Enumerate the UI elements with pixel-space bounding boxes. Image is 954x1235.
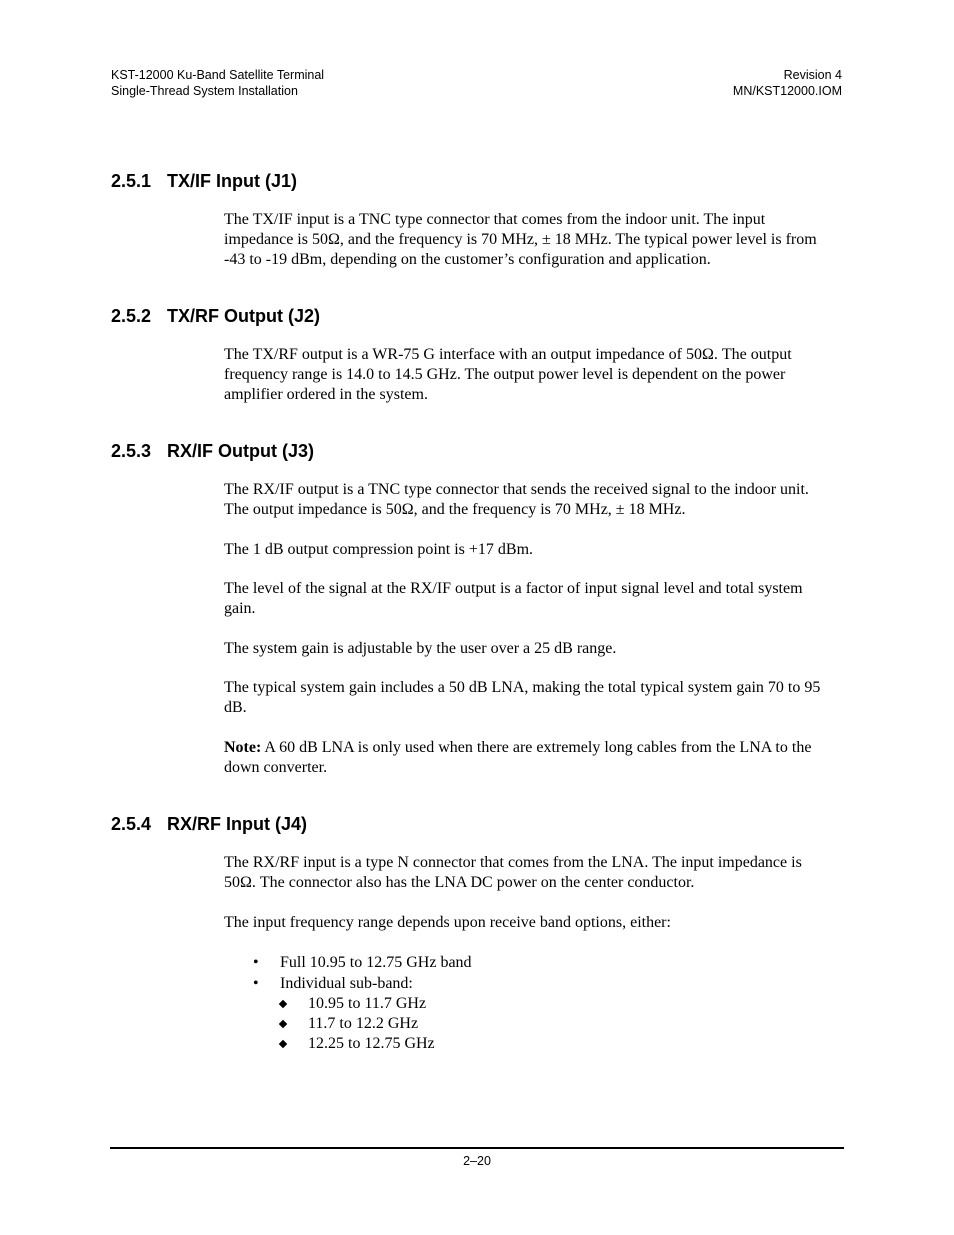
section-heading-2-5-4 — [111, 813, 307, 835]
page-number: 2–20 — [463, 1154, 491, 1168]
section-body-2-5-3-c — [224, 579, 836, 619]
header-document-title: KST-12000 Ku-Band Satellite Terminal — [111, 68, 325, 82]
bullet-dot-icon: • — [253, 975, 259, 992]
paragraph: The RX/IF output is a TNC type connector that sends the received signal to the indoor unit. The output impedance is 50Ω, and the frequency is 70 MHz, ± 18 MHz. — [224, 481, 809, 518]
section-body-2-5-1 — [224, 210, 836, 270]
sub-bullet-text: 11.7 to 12.2 GHz — [308, 1015, 419, 1032]
diamond-bullet-icon — [279, 1040, 287, 1048]
sub-bullet-item — [308, 994, 426, 1014]
bullet-text: Individual sub-band: — [280, 975, 413, 992]
header-chapter-title: Single-Thread System Installation — [111, 84, 298, 98]
section-title: RX/IF Output (J3) — [167, 441, 314, 461]
paragraph: The input frequency range depends upon receive band options, either: — [224, 914, 671, 931]
section-body-2-5-3-b — [224, 540, 836, 560]
running-header-right — [733, 67, 842, 99]
section-body-2-5-3-d — [224, 639, 836, 659]
section-number: 2.5.2 — [111, 306, 152, 326]
section-body-2-5-2 — [224, 345, 836, 405]
paragraph: The TX/RF output is a WR-75 G interface with an output impedance of 50Ω. The output frequency range is 14.0 to 14.5 GHz. The output power level is dependent on the power amplifier ordered in the system. — [224, 346, 792, 403]
sub-bullet-text: 12.25 to 12.75 GHz — [308, 1035, 435, 1052]
header-document-number: MN/KST12000.IOM — [732, 84, 842, 98]
sub-bullet-item — [308, 1014, 418, 1034]
paragraph: The level of the signal at the RX/IF output is a factor of input signal level and total system gain. — [224, 580, 803, 617]
section-body-2-5-3 — [224, 480, 836, 520]
bullet-text: Full 10.95 to 12.75 GHz band — [280, 954, 472, 971]
paragraph: The 1 dB output compression point is +17 dBm. — [224, 541, 534, 558]
section-number: 2.5.3 — [111, 441, 152, 461]
section-heading-2-5-1 — [111, 170, 297, 192]
note-label: Note: — [224, 739, 262, 756]
sub-bullet-text: 10.95 to 11.7 GHz — [308, 995, 427, 1012]
bullet-item — [253, 953, 472, 973]
section-number: 2.5.4 — [111, 814, 152, 834]
note-block — [224, 738, 836, 778]
section-body-2-5-3-e — [224, 678, 836, 718]
diamond-bullet-icon — [279, 1020, 287, 1028]
paragraph: The RX/RF input is a type N connector that comes from the LNA. The input impedance is 50Ω. The connector also has the LNA DC power on the center conductor. — [224, 854, 802, 891]
bullet-dot-icon: • — [253, 954, 259, 971]
note-text: A 60 dB LNA is only used when there are extremely long cables from the LNA to the down converter. — [224, 739, 812, 776]
section-heading-2-5-2 — [111, 305, 320, 327]
section-title: TX/IF Input (J1) — [167, 171, 297, 191]
diamond-bullet-icon — [279, 1000, 287, 1008]
section-body-2-5-4-b — [224, 913, 836, 933]
section-title: RX/RF Input (J4) — [167, 814, 307, 834]
section-number: 2.5.1 — [111, 171, 152, 191]
paragraph: The system gain is adjustable by the user over a 25 dB range. — [224, 640, 617, 657]
running-header-left — [111, 67, 324, 99]
paragraph: The TX/IF input is a TNC type connector that comes from the indoor unit. The input impedance is 50Ω, and the frequency is 70 MHz, ± 18 MHz. The typical power level is from -43 to -19 dBm, depending on the customer’s configuration and application. — [224, 211, 817, 268]
section-body-2-5-4 — [224, 853, 836, 893]
footer-divider — [110, 1147, 844, 1149]
section-title: TX/RF Output (J2) — [167, 306, 320, 326]
header-revision: Revision 4 — [783, 68, 842, 82]
bullet-item — [253, 974, 413, 994]
note — [224, 738, 836, 778]
section-heading-2-5-3 — [111, 440, 314, 462]
paragraph: The typical system gain includes a 50 dB LNA, making the total typical system gain 70 to 95 dB. — [224, 679, 821, 716]
sub-bullet-item — [308, 1034, 435, 1054]
